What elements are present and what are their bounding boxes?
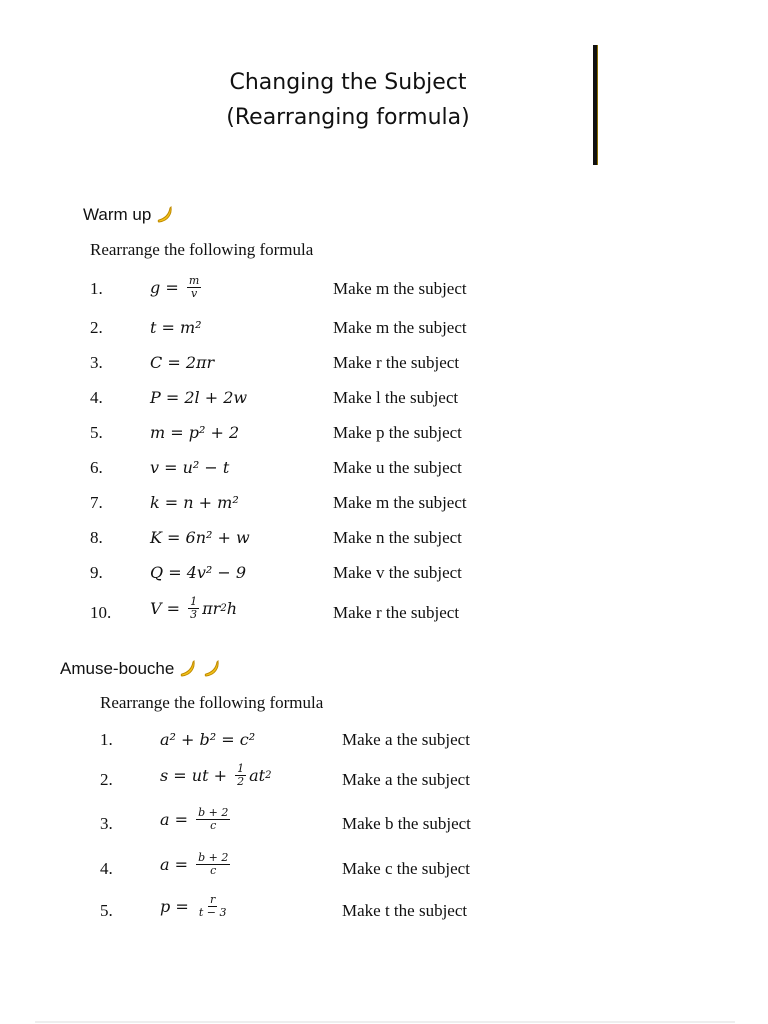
warmup-heading	[83, 205, 175, 225]
list-item	[0, 353, 768, 383]
list-item	[0, 730, 768, 760]
list-item	[0, 893, 768, 929]
equation: P = 2l + 2w	[150, 388, 248, 407]
equation: K = 6n² + w	[150, 528, 250, 547]
item-number: 2.	[100, 770, 113, 789]
list-item	[0, 493, 768, 523]
list-item	[0, 275, 768, 305]
banana-icon	[155, 205, 175, 225]
list-item	[0, 806, 768, 842]
item-number: 9.	[90, 563, 103, 582]
item-number: 1.	[90, 279, 103, 298]
item-number: 3.	[90, 353, 103, 372]
vertical-bar	[593, 45, 598, 165]
equation: g = $\frac{m}{v}$	[150, 274, 200, 301]
instruction-text: Make a the subject	[342, 770, 470, 789]
equation: p = $\frac{r}{t - 3}$	[160, 893, 227, 920]
warmup-heading-text: Warm up	[83, 205, 152, 224]
equation: C = 2πr	[150, 353, 215, 372]
equation: v = u² − t	[150, 458, 230, 477]
instruction-text: Make m the subject	[333, 493, 467, 512]
item-number: 5.	[100, 901, 113, 920]
item-number: 7.	[90, 493, 103, 512]
item-number: 2.	[90, 318, 103, 337]
equation: m = p² + 2	[150, 423, 240, 442]
equation: a² + b² = c²	[160, 730, 256, 749]
instruction-text: Make r the subject	[333, 353, 460, 372]
instruction-text: Make l the subject	[333, 388, 459, 407]
item-number: 10.	[90, 603, 112, 622]
equation: V = $\frac{1}{3}$ πr 2 h	[150, 595, 237, 622]
amuse-heading	[60, 659, 222, 679]
list-item	[0, 563, 768, 593]
equation: k = n + m²	[150, 493, 239, 512]
instruction-text: Make a the subject	[342, 730, 470, 749]
list-item	[0, 851, 768, 887]
list-item	[0, 423, 768, 453]
page-subtitle: (Rearranging formula)	[226, 105, 470, 130]
instruction-text: Make r the subject	[333, 603, 460, 622]
equation: a = $\frac{b + 2}{c}$	[160, 806, 229, 833]
list-item	[0, 388, 768, 418]
item-number: 4.	[100, 859, 113, 878]
item-number: 3.	[100, 814, 113, 833]
page-edge	[35, 1021, 735, 1023]
amuse-instruction: Rearrange the following formula	[100, 693, 324, 712]
list-item	[0, 318, 768, 348]
list-item	[0, 458, 768, 488]
page-title: Changing the Subject	[229, 70, 467, 95]
list-item	[0, 528, 768, 558]
equation: Q = 4v² − 9	[150, 563, 247, 582]
instruction-text: Make v the subject	[333, 563, 462, 582]
instruction-text: Make p the subject	[333, 423, 462, 442]
banana-icon	[202, 659, 222, 679]
instruction-text: Make b the subject	[342, 814, 471, 833]
item-number: 4.	[90, 388, 103, 407]
instruction-text: Make t the subject	[342, 901, 468, 920]
instruction-text: Make c the subject	[342, 859, 470, 878]
equation: t = m²	[150, 318, 202, 337]
banana-icon	[178, 659, 198, 679]
list-item	[0, 762, 768, 798]
amuse-heading-text: Amuse-bouche	[60, 659, 175, 678]
instruction-text: Make m the subject	[333, 279, 467, 298]
item-number: 8.	[90, 528, 103, 547]
item-number: 6.	[90, 458, 103, 477]
instruction-text: Make n the subject	[333, 528, 462, 547]
item-number: 5.	[90, 423, 103, 442]
equation: a = $\frac{b + 2}{c}$	[160, 851, 229, 878]
item-number: 1.	[100, 730, 113, 749]
warmup-instruction: Rearrange the following formula	[90, 240, 314, 259]
instruction-text: Make m the subject	[333, 318, 467, 337]
instruction-text: Make u the subject	[333, 458, 462, 477]
list-item	[0, 595, 768, 630]
equation: s = ut + $\frac{1}{2}$ at 2	[160, 762, 272, 789]
